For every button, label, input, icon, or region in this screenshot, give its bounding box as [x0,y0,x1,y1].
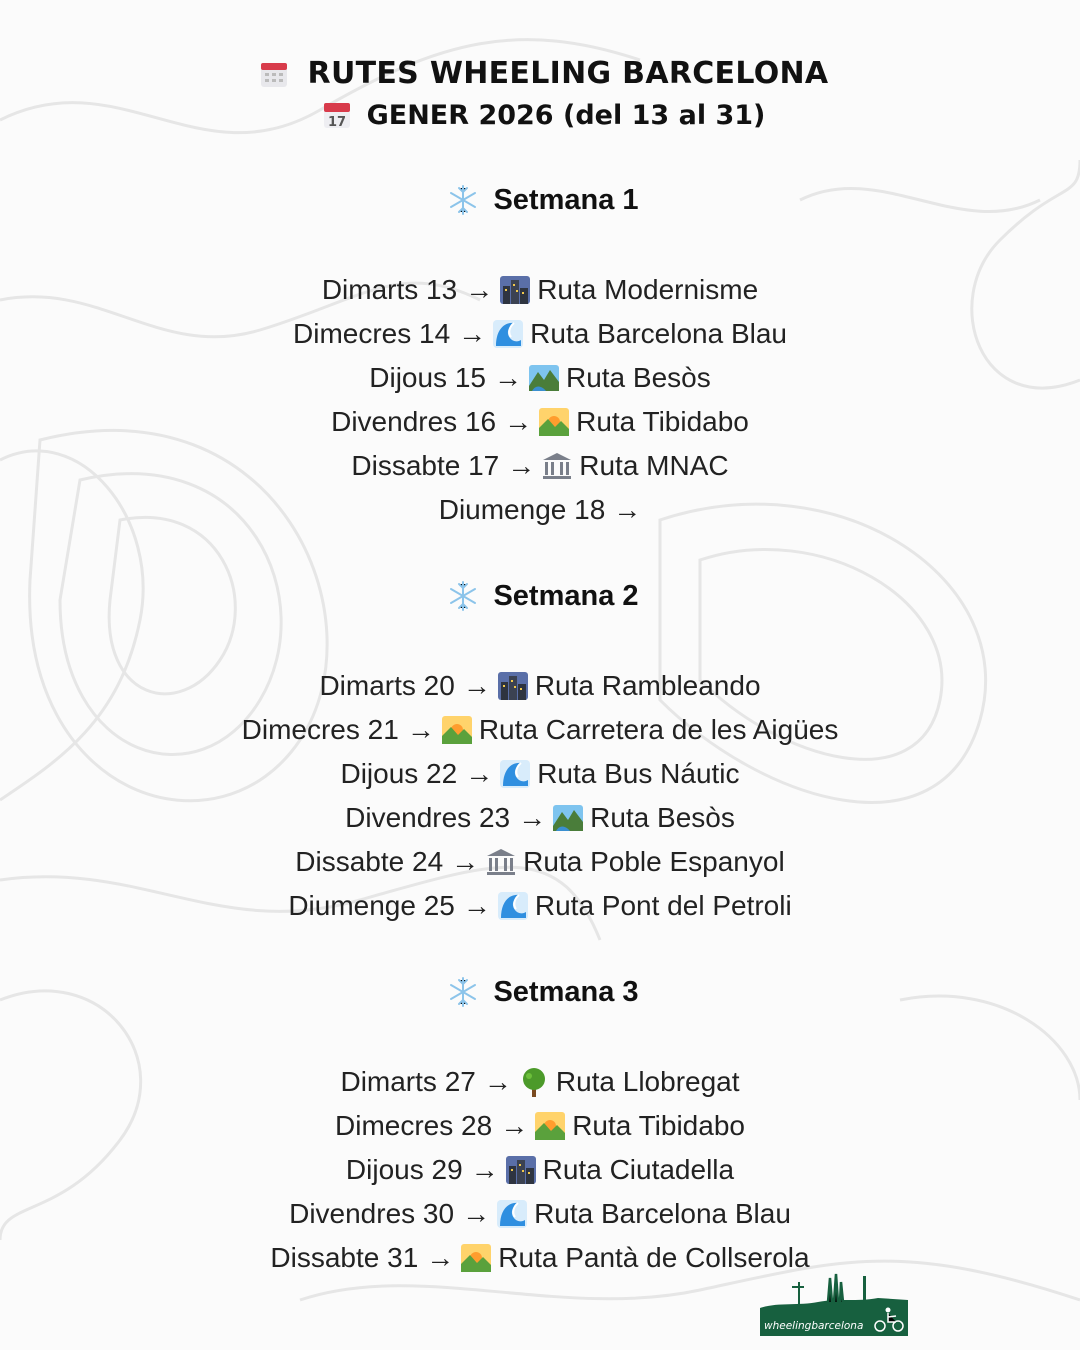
tree-icon [518,1066,550,1098]
wave-icon [499,758,531,790]
route-name: Ruta Poble Espanyol [523,846,785,877]
landscape-icon [552,802,584,834]
arrow-right-icon: → [470,1154,499,1185]
day-label: Dimecres 21 [241,714,399,745]
logo-text: wheelingbarcelona [764,1320,864,1332]
route-row [0,356,1080,400]
week-section [0,180,1080,532]
route-list [0,664,1080,928]
route-name: Ruta Bus Náutic [537,758,740,789]
route-name: Ruta Barcelona Blau [534,1198,791,1229]
day-label: Dissabte 31 [270,1242,419,1273]
day-label: Dijous 29 [345,1154,463,1185]
route-list [0,268,1080,532]
subtitle-text: GENER 2026 (del 13 al 31) [366,99,766,131]
route-row [0,1236,1080,1280]
arrow-right-icon: → [458,318,487,349]
route-name: Ruta Carretera de les Aigües [478,714,839,745]
day-label: Dissabte 24 [295,846,444,877]
week-section [0,972,1080,1280]
route-name: Ruta Tibidabo [572,1110,745,1141]
sunrise-mountains-icon [538,406,570,438]
day-label: Dimarts 20 [319,670,455,701]
day-label: Divendres 16 [331,406,497,437]
sunrise-mountains-icon [534,1110,566,1142]
route-row [0,752,1080,796]
sunrise-mountains-icon [460,1242,492,1274]
route-row [0,268,1080,312]
svg-text:17: 17 [327,115,346,130]
day-label: Dijous 22 [340,758,458,789]
arrow-right-icon: → [518,802,547,833]
week-title [0,180,1080,220]
day-label: Divendres 30 [289,1198,455,1229]
arrow-right-icon: → [426,1242,455,1273]
museum-icon [485,846,517,878]
arrow-right-icon: → [465,274,494,305]
arrow-right-icon: → [613,494,642,525]
arrow-right-icon: → [507,450,536,481]
wave-icon [496,1198,528,1230]
sunrise-mountains-icon [441,714,473,746]
week-title [0,972,1080,1012]
cityscape-icon [499,274,531,306]
day-label: Dimecres 14 [293,318,451,349]
route-row [0,664,1080,708]
day-label: Dimarts 13 [321,274,458,305]
week-section [0,576,1080,928]
arrow-right-icon: → [462,1198,491,1229]
route-name: Ruta MNAC [579,450,729,481]
route-row [0,400,1080,444]
wheelingbarcelona-logo [758,1272,910,1336]
arrow-right-icon: → [451,846,480,877]
arrow-right-icon: → [462,890,491,921]
date-calendar-icon [321,99,353,131]
arrow-right-icon: → [504,406,533,437]
title-text: RUTES WHEELING BARCELONA [307,56,829,91]
snowflake-icon [447,976,479,1008]
route-row [0,884,1080,928]
arrow-right-icon: → [462,670,491,701]
route-name: Ruta Pantà de Collserola [498,1242,810,1273]
arrow-right-icon: → [465,758,494,789]
snowflake-icon [447,580,479,612]
route-name: Ruta Besòs [565,362,711,393]
landscape-icon [528,362,560,394]
route-name: Ruta Ciutadella [542,1154,735,1185]
route-name: Ruta Besòs [590,802,735,833]
wave-icon [492,318,524,350]
route-row [0,796,1080,840]
arrow-right-icon: → [406,714,435,745]
day-label: Dijous 15 [369,362,486,393]
calendar-icon [258,58,290,90]
route-row [0,1104,1080,1148]
page-subtitle [0,99,1080,131]
route-row [0,1192,1080,1236]
day-label: Diumenge 25 [288,890,455,921]
route-name: Ruta Pont del Petroli [534,890,792,921]
week-title-text: Setmana 1 [493,183,639,216]
route-row [0,1060,1080,1104]
week-title-text: Setmana 2 [493,579,639,612]
route-row [0,840,1080,884]
route-row [0,444,1080,488]
route-row [0,312,1080,356]
cityscape-icon [497,670,529,702]
day-label: Diumenge 18 [438,494,606,525]
day-label: Dissabte 17 [351,450,500,481]
route-name: Ruta Tibidabo [576,406,749,437]
cityscape-icon [505,1154,537,1186]
route-row [0,708,1080,752]
route-name: Ruta Modernisme [537,274,759,305]
route-list [0,1060,1080,1280]
wave-icon [497,890,529,922]
page-title [0,56,1080,91]
route-row [0,488,1080,532]
arrow-right-icon: → [493,362,522,393]
day-label: Divendres 23 [345,802,511,833]
route-name: Ruta Barcelona Blau [530,318,787,349]
day-label: Dimarts 27 [340,1066,476,1097]
arrow-right-icon: → [500,1110,529,1141]
week-title-text: Setmana 3 [493,975,639,1008]
snowflake-icon [447,184,479,216]
museum-icon [541,450,573,482]
route-row [0,1148,1080,1192]
week-title [0,576,1080,616]
arrow-right-icon: → [483,1066,512,1097]
route-name: Ruta Rambleando [534,670,761,701]
day-label: Dimecres 28 [335,1110,493,1141]
route-name: Ruta Llobregat [555,1066,740,1097]
